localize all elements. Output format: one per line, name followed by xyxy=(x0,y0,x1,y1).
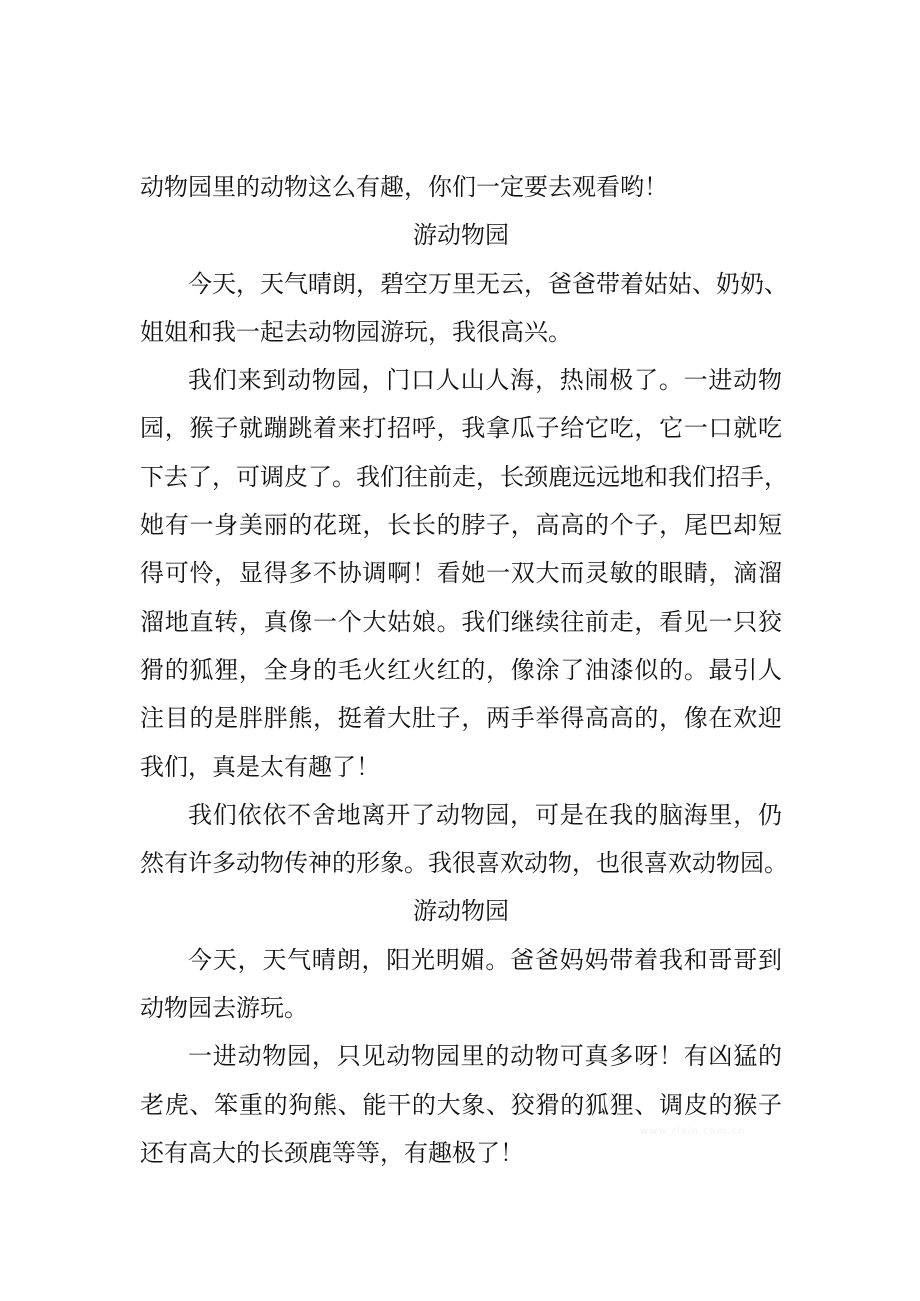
text-line: 老虎、笨重的狗熊、能干的大象、狡猾的狐狸、调皮的猴子 xyxy=(140,1090,782,1119)
text-line: 我们，真是太有趣了！ xyxy=(140,752,380,781)
text-line: 今天，天气晴朗，阳光明媚。爸爸妈妈带着我和哥哥到 xyxy=(188,945,782,974)
section-title: 游动物园 xyxy=(413,897,509,926)
text-line: 猾的狐狸，全身的毛火红火红的，像涂了油漆似的。最引人 xyxy=(140,655,782,684)
text-line: 园，猴子就蹦跳着来打招呼，我拿瓜子给它吃，它一口就吃 xyxy=(140,414,782,443)
text-line: 一进动物园，只见动物园里的动物可真多呀！有凶猛的 xyxy=(188,1042,782,1071)
text-line: 我们依依不舍地离开了动物园，可是在我的脑海里，仍 xyxy=(188,800,782,829)
text-line: 今天，天气晴朗，碧空万里无云，爸爸带着姑姑、奶奶、 xyxy=(188,269,788,298)
text-line: 得可怜，显得多不协调啊！看她一双大而灵敏的眼睛，滴溜 xyxy=(140,559,782,588)
text-line: 动物园里的动物这么有趣，你们一定要去观看哟！ xyxy=(140,173,668,201)
text-line: 姐姐和我一起去动物园游玩，我很高兴。 xyxy=(140,317,572,346)
text-line: 然有许多动物传神的形象。我很喜欢动物，也很喜欢动物园。 xyxy=(140,849,788,878)
watermark: www.zixin.com.cn xyxy=(640,1126,746,1137)
text-line: 她有一身美丽的花斑，长长的脖子，高高的个子，尾巴却短 xyxy=(140,511,782,540)
section-title: 游动物园 xyxy=(413,221,509,250)
text-line: 还有高大的长颈鹿等等，有趣极了！ xyxy=(140,1138,524,1167)
text-line: 动物园去游玩。 xyxy=(140,994,308,1023)
document-page xyxy=(140,163,788,1177)
text-line: 我们来到动物园，门口人山人海，热闹极了。一进动物 xyxy=(188,366,782,395)
text-line: 溜地直转，真像一个大姑娘。我们继续往前走，看见一只狡 xyxy=(140,607,782,636)
text-line: 下去了，可调皮了。我们往前走，长颈鹿远远地和我们招手， xyxy=(140,462,788,491)
text-line: 注目的是胖胖熊，挺着大肚子，两手举得高高的，像在欢迎 xyxy=(140,704,782,733)
